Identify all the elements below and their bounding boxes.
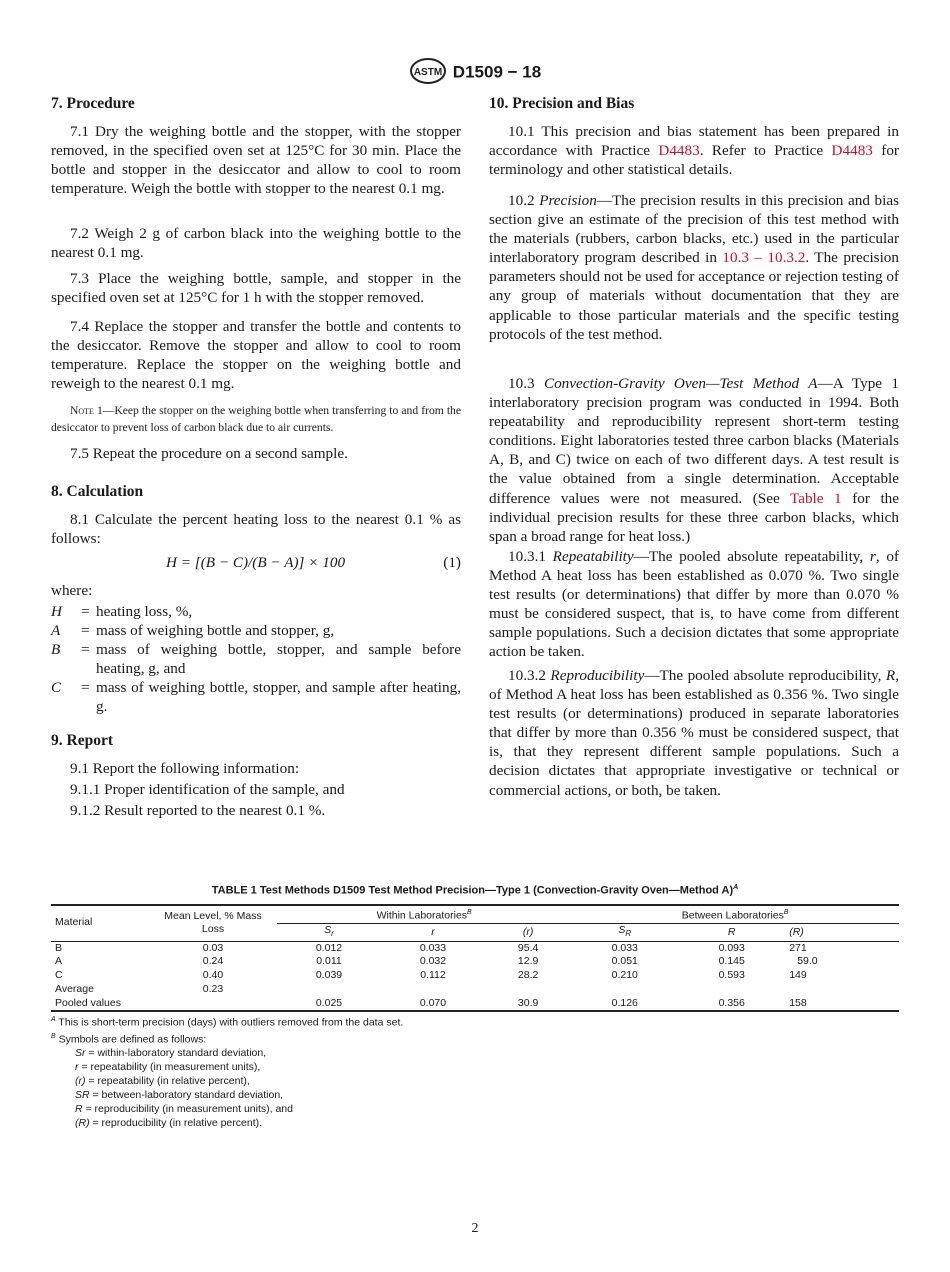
group-between-labs: [571, 905, 899, 924]
text-segment: r: [869, 548, 876, 565]
text-segment: 8.1 Calculate the percent heating loss to the nearest 0.1 % as follows:: [51, 511, 461, 548]
text-segment: Note 1: [70, 404, 103, 417]
page-header: [0, 58, 950, 88]
text-segment: Precision: [539, 192, 597, 209]
table-cell: 0.24: [202, 955, 224, 968]
symbol-definition: [51, 1116, 651, 1130]
text-segment: 7.3 Place the weighing bottle, sample, and stopper in the specified oven set at 125°C for 1 h with the stopper removed.: [51, 270, 461, 307]
symbol: Sr: [75, 1047, 86, 1059]
heading-report: 9. Report: [51, 732, 113, 749]
table-cell: 0.039: [315, 969, 343, 982]
para-10-2: [489, 191, 899, 344]
table-cell: Pooled values: [55, 996, 121, 1009]
para-10-1: [489, 122, 899, 179]
footnote: [51, 1013, 651, 1030]
text-segment: —The precision results in this precision and bias section give an estimate of the precision of this test method with the materials (rubbers, carbon blacks, etc.) used in the particular interlaboratory program described in: [489, 192, 899, 267]
footnote-marker: A: [51, 1016, 56, 1023]
cross-reference-link[interactable]: Table 1: [789, 489, 842, 507]
table-cell: [381, 983, 485, 997]
definition-row: [51, 621, 461, 640]
table-cell: 0.033: [611, 941, 638, 954]
footnote-marker: B: [51, 1032, 56, 1040]
col-mean-level: Mean Level, % Mass Loss: [149, 905, 277, 942]
text-segment: —A Type 1 interlaboratory precision program was conducted in 1994. Both repeatability and reproducibility represent short-term testing conditions. Eight laboratories tested three carbon blacks (Materials A, B, and C) twice on each of two different days. A test result is the value obtained from a single determination. Acceptable difference values were not measured. (See: [489, 375, 899, 507]
table-cell: B: [55, 941, 63, 954]
footnote: [51, 1030, 651, 1047]
symbol-definition: [51, 1060, 651, 1074]
text-segment: for terminology and other statistical details.: [489, 142, 899, 179]
text-segment: —The pooled absolute repeatability,: [633, 548, 870, 565]
group-label: Between Laboratories: [681, 909, 784, 922]
footnote-marker: B: [783, 908, 789, 916]
svg-text:ASTM: ASTM: [413, 67, 442, 78]
table-cell: 0.145: [718, 955, 745, 968]
table-cell: 0.210: [611, 969, 638, 982]
table-row: [51, 983, 899, 997]
variable-description: mass of weighing bottle, stopper, and sample after heating, g.: [96, 679, 461, 716]
text-segment: 9.1.1 Proper identification of the sample, and: [70, 781, 345, 798]
note-1: [51, 403, 461, 436]
text-segment: 7.5 Repeat the procedure on a second sample.: [70, 445, 348, 462]
table-cell: 28.2: [517, 969, 539, 982]
table-row: [51, 997, 899, 1012]
para-10-3-1: [489, 547, 899, 662]
table-cell: 0.093: [718, 941, 745, 954]
table-row: [51, 941, 899, 955]
table-cell: 0.025: [315, 996, 343, 1009]
text-segment: —Keep the stopper on the weighing bottle when transferring to and from the desiccator to prevent loss of carbon black due to air currents.: [51, 404, 461, 434]
text-segment: 7.1 Dry the weighing bottle and the stopper, with the stopper removed, in the specified oven set at 125°C for 30 min. Place the bottle and stopper in the desiccator and allow to cool to room temperature. Weigh the bottle with stopper to the nearest 0.1 mg.: [51, 123, 461, 198]
variable-symbol: C: [51, 679, 62, 697]
text-segment: 7.4 Replace the stopper and transfer the bottle and contents to the desiccator. Remove the stopper and allow to cool to room temperature. Replace the stopper on the weighing bottle and reweigh to the nearest 0.1 mg.: [51, 318, 461, 393]
symbol-meaning: = repeatability (in relative percent),: [85, 1075, 250, 1087]
symbol-meaning: = between-laboratory standard deviation,: [89, 1089, 284, 1101]
col-SR: $S_R$: [571, 923, 678, 941]
col-R: R: [678, 923, 785, 941]
table-cell: 271: [789, 941, 807, 954]
variable-description: mass of weighing bottle and stopper, g,: [96, 622, 335, 640]
table-cell: 0.033: [419, 941, 447, 954]
variable-symbol: H: [51, 603, 62, 620]
footnote-text: This is short-term precision (days) with outliers removed from the data set.: [58, 1016, 404, 1029]
definition-row: [51, 640, 461, 678]
symbol: r: [75, 1061, 79, 1073]
equals-sign: =: [81, 641, 90, 659]
table-cell: 0.051: [611, 955, 638, 968]
symbol-meaning: = repeatability (in measurement units),: [78, 1061, 261, 1073]
group-label: Within Laboratories: [376, 909, 468, 922]
heading-procedure: 7. Procedure: [51, 95, 135, 112]
table-cell: 149: [789, 969, 807, 982]
equation-number: (1): [443, 554, 461, 571]
variable-description: heating loss, %,: [96, 603, 193, 620]
text-segment: R: [885, 667, 896, 684]
symbol-definition: [51, 1088, 651, 1102]
table-cell: 30.9: [517, 996, 539, 1009]
symbol: SR: [75, 1089, 90, 1101]
table-row: [51, 955, 899, 969]
footnote-marker: B: [467, 908, 472, 916]
symbol: (r): [75, 1075, 86, 1087]
col-Sr: $S_r$: [277, 923, 381, 941]
symbol-definition: [51, 1074, 651, 1088]
para-7-4: [51, 317, 461, 393]
cross-reference-link[interactable]: 10.3 – 10.3.2: [722, 249, 806, 267]
table-title: [51, 878, 899, 901]
symbol-definition: [51, 1046, 651, 1060]
cross-reference-link[interactable]: D4483: [831, 142, 873, 160]
text-segment: , of Method A heat loss has been established as 0.070 %. Two single test results (or determinations) that differ by more than 0.070 % must be considered suspect, that is, to have come from different sample populations. Such a decision dictates that some appropriate action be taken.: [489, 548, 899, 661]
text-segment: 10.3.2: [508, 667, 551, 684]
text-segment: 7.2 Weigh 2 g of carbon black into the weighing bottle to the nearest 0.1 mg.: [51, 225, 461, 262]
table-cell: C: [55, 969, 63, 982]
astm-logo-icon: [409, 58, 447, 88]
heading-precision-bias: 10. Precision and Bias: [489, 95, 635, 112]
text-segment: Repeatability: [552, 548, 634, 565]
symbol-meaning: = reproducibility (in relative percent).: [89, 1117, 263, 1129]
designation: D1509 − 18: [452, 62, 542, 82]
col-r: r: [381, 923, 485, 941]
para-7-2: [51, 224, 461, 262]
table-cell: 158: [789, 996, 807, 1009]
text-segment: 10.3: [508, 375, 544, 392]
table-cell: 0.356: [718, 996, 745, 1009]
text-segment: Reproducibility: [550, 667, 645, 684]
table-cell: A: [55, 955, 63, 968]
table-cell: [785, 983, 899, 997]
para-7-3: [51, 269, 461, 307]
table-cell: [485, 983, 571, 997]
col-pRp: (R): [785, 923, 899, 941]
where-label: where:: [51, 582, 93, 599]
text-segment: 10.3.1: [508, 548, 553, 565]
para-9-1: [51, 759, 461, 778]
para-10-3: [489, 374, 899, 546]
para-7-5: [51, 444, 461, 463]
table-cell: 0.112: [420, 969, 446, 982]
para-8-1: [51, 510, 461, 548]
table-row: [51, 969, 899, 983]
symbol-meaning: = within-laboratory standard deviation,: [85, 1047, 267, 1059]
definition-row: [51, 678, 461, 716]
col-material: Material: [51, 905, 149, 942]
table-cell: 0.070: [419, 996, 447, 1009]
text-segment: . Refer to Practice: [699, 142, 832, 160]
table-cell: [678, 983, 785, 997]
footnote-text: Symbols are defined as follows:: [58, 1033, 207, 1045]
variable-symbol: A: [51, 622, 61, 640]
table-cell: 0.593: [718, 969, 745, 982]
para-9-1-2: [51, 801, 461, 820]
cross-reference-link[interactable]: D4483: [658, 142, 700, 160]
para-7-1: [51, 122, 461, 198]
text-segment: —The pooled absolute reproducibility,: [644, 667, 886, 684]
table-cell: Average: [55, 982, 94, 995]
variable-description: mass of weighing bottle, stopper, and sample before heating, g, and: [96, 641, 461, 678]
text-segment: 10.1 This precision and bias statement has been prepared in accordance with Practice: [489, 123, 899, 160]
table-cell: [571, 983, 678, 997]
definition-row: [51, 602, 461, 621]
variable-definitions: [51, 602, 461, 717]
equals-sign: =: [81, 603, 90, 620]
table-cell: 0.011: [316, 955, 342, 968]
symbol-meaning: = reproducibility (in measurement units), and: [82, 1103, 293, 1115]
text-segment: for the individual precision results for these three carbon blacks, which span a broad range for heat loss.): [489, 489, 900, 545]
precision-table: [51, 878, 899, 1012]
symbol: (R): [75, 1117, 90, 1129]
group-within-labs: [277, 905, 571, 924]
table-cell: 12.9: [517, 955, 539, 968]
heading-calculation: 8. Calculation: [51, 483, 144, 500]
table-cell: 59.0: [797, 955, 818, 968]
table-cell: [277, 983, 381, 997]
text-segment: 9.1 Report the following information:: [70, 760, 300, 777]
text-segment: , of Method A heat loss has been established as 0.356 %. Two single test results (or determinations) produced in separate laboratories that differ by more than 0.356 % must be considered suspect, that is, that they represent different sample populations. Such a decision dictates that appropriate investigative or technical or commercial actions, or both, be taken.: [489, 667, 899, 799]
symbol-definition: [51, 1102, 651, 1116]
text-segment: . The precision parameters should not be used for acceptance or rejection testing of any group of materials without documentation that they are applicable to those particular materials and the specific testing protocols of the test method.: [489, 249, 899, 343]
text-segment: Convection-Gravity Oven—Test Method A: [543, 375, 818, 392]
table-cell: 95.4: [517, 941, 539, 954]
table-cell: 0.40: [202, 969, 224, 982]
table-cell: 0.126: [611, 996, 638, 1009]
text-segment: 9.1.2 Result reported to the nearest 0.1 %.: [70, 802, 326, 819]
para-10-3-2: [489, 666, 899, 800]
table-footnotes: [51, 1013, 651, 1130]
equation-formula: H = [(B − C)/(B − A)] × 100: [166, 554, 346, 571]
table-cell: 0.012: [315, 941, 343, 954]
table-cell: 0.03: [202, 941, 224, 954]
variable-symbol: B: [51, 641, 61, 659]
symbol: R: [75, 1103, 83, 1115]
table-cell: [149, 997, 277, 1012]
footnote-marker: A: [733, 884, 739, 891]
table-cell: 0.032: [419, 955, 447, 968]
equals-sign: =: [81, 679, 90, 697]
equals-sign: =: [81, 622, 90, 640]
col-prp: (r): [485, 923, 571, 941]
text-segment: 10.2: [508, 192, 540, 209]
page-number: 2: [471, 1221, 479, 1236]
para-9-1-1: [51, 780, 461, 799]
table-title-text: TABLE 1 Test Methods D1509 Test Method Precision—Type 1 (Convection-Gravity Oven—Method A): [211, 884, 734, 897]
table-cell: 0.23: [202, 982, 224, 995]
